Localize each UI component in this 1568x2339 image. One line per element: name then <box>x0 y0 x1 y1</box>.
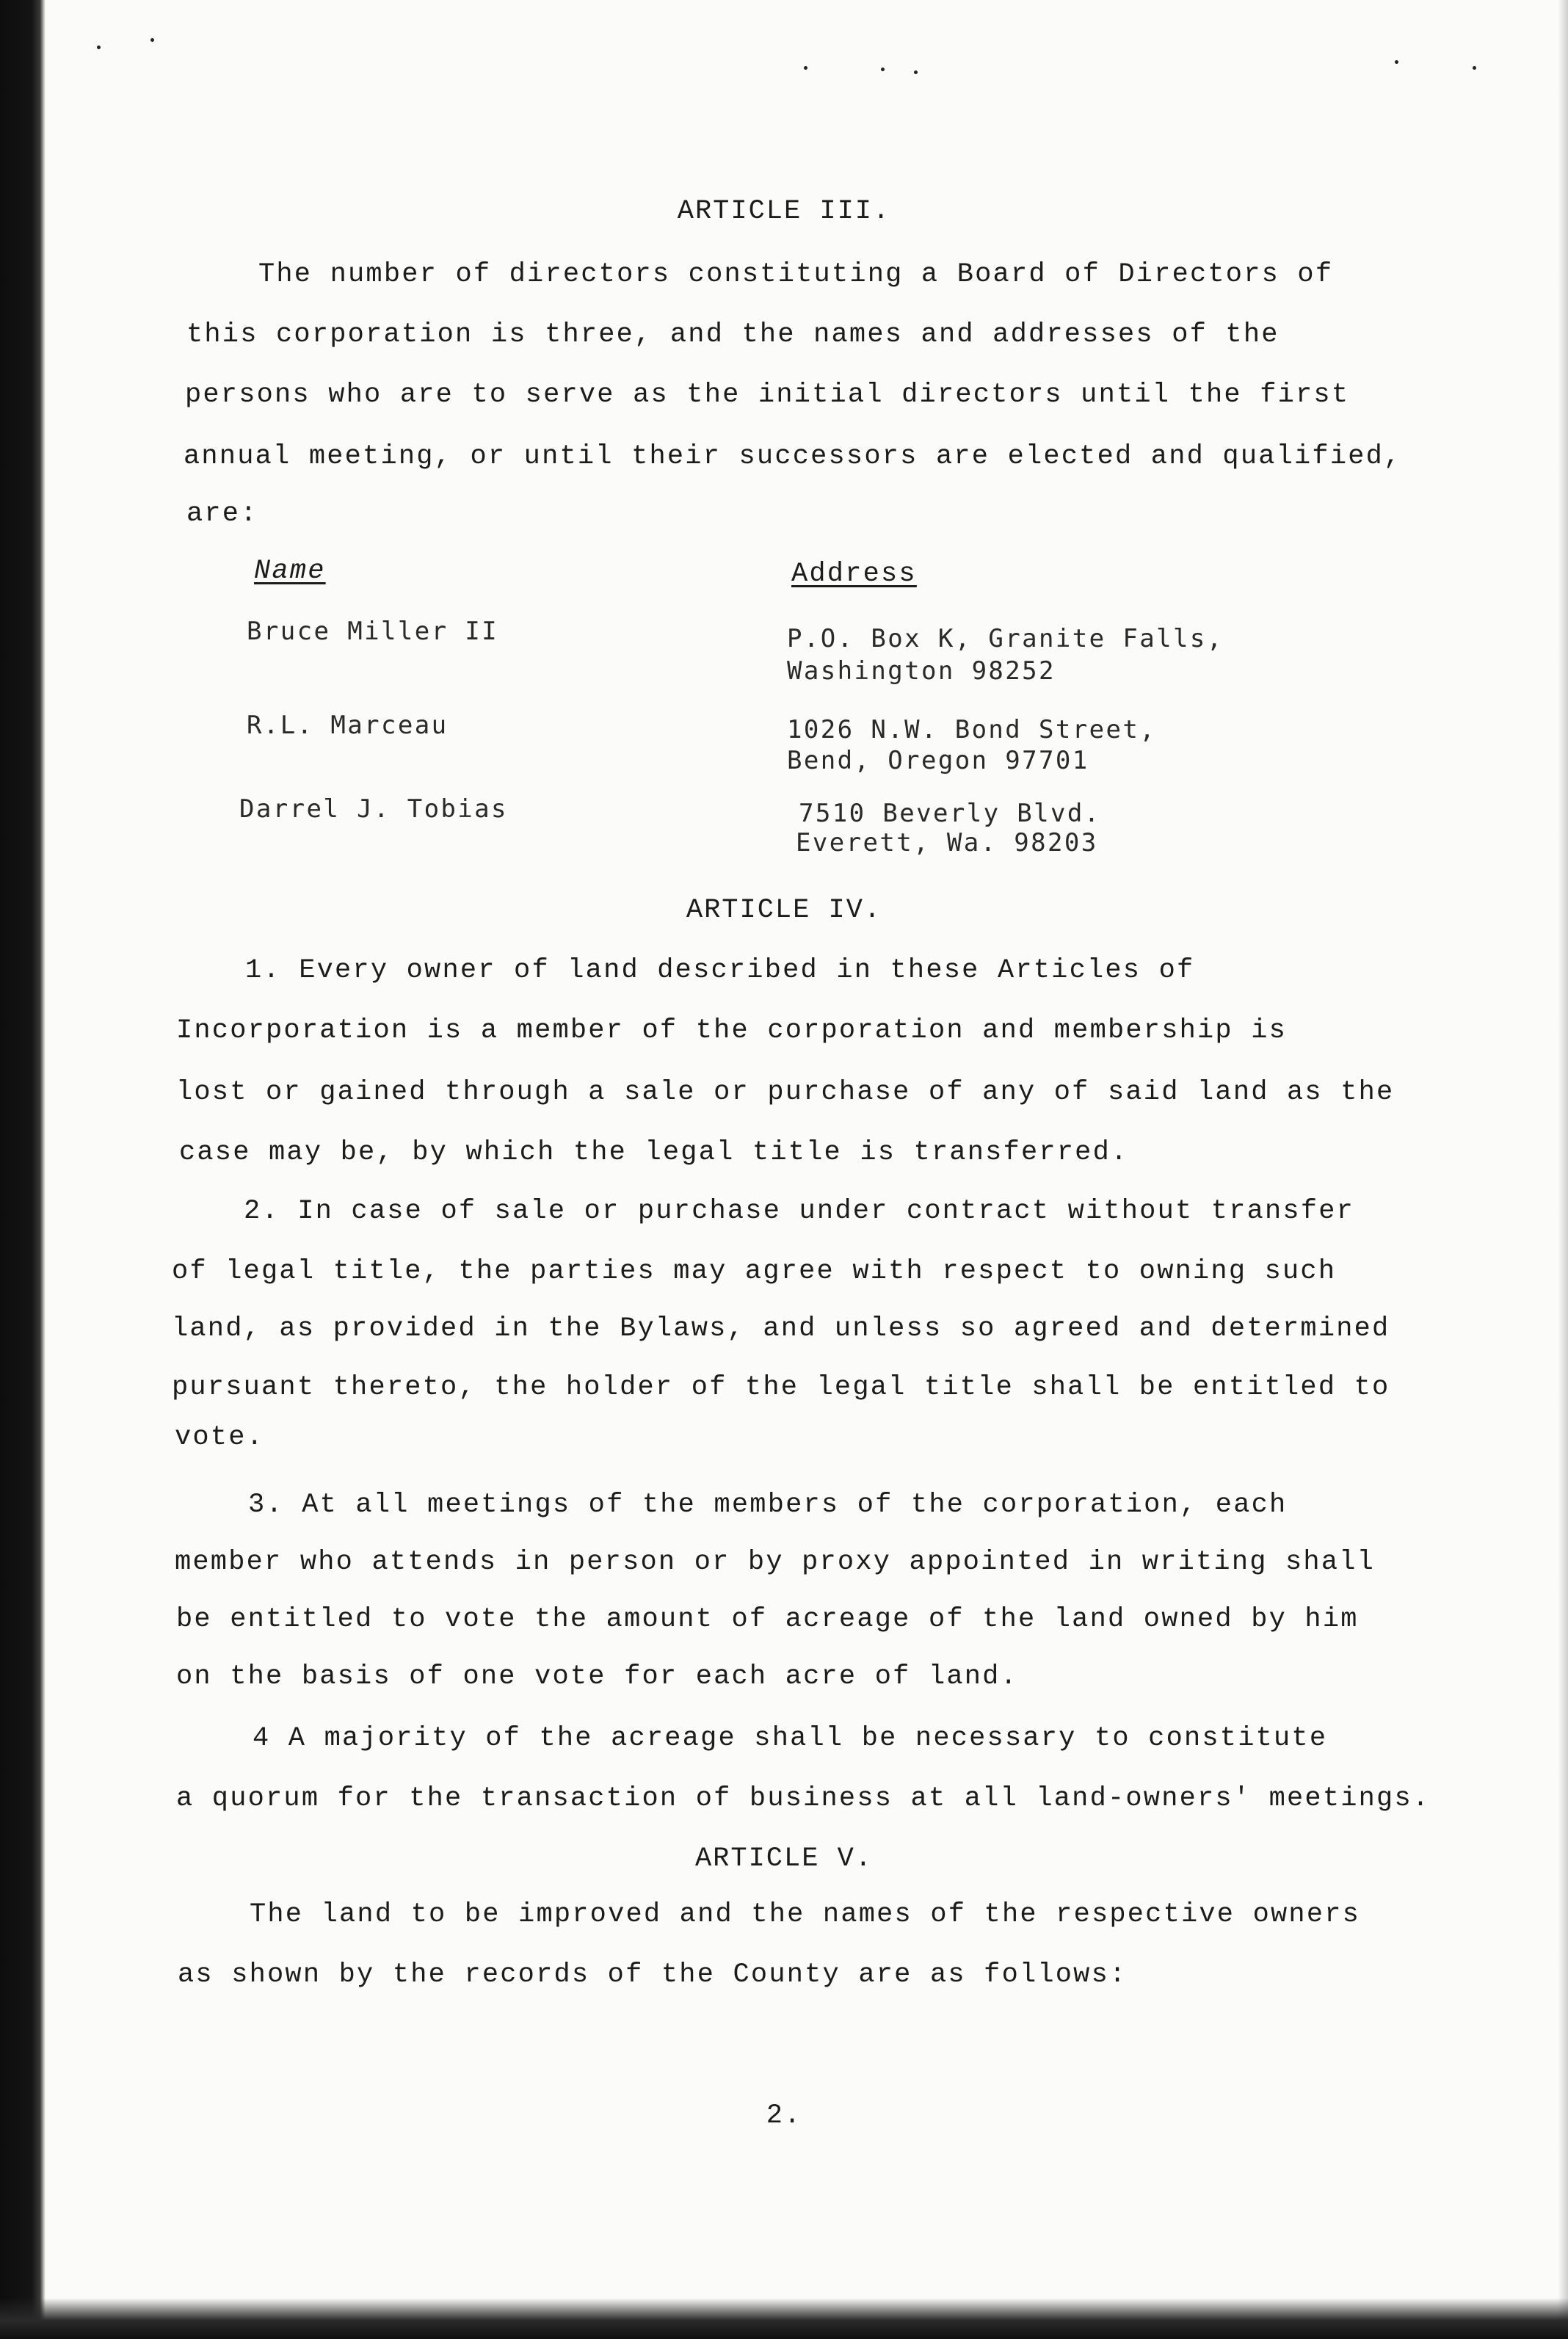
article-5-line-1: The land to be improved and the names of the respective owners <box>250 1899 1361 1930</box>
scan-speck <box>97 46 101 49</box>
director-2-name: R.L. Marceau <box>247 711 449 740</box>
directors-name-column-header: Name <box>254 556 326 587</box>
article-4-line-10: 3. At all meetings of the members of the corporation, each <box>248 1490 1288 1520</box>
article-3-heading: ARTICLE III. <box>677 196 891 227</box>
director-1-address-line-2: Washington 98252 <box>787 656 1056 686</box>
article-5-heading: ARTICLE V. <box>694 1843 874 1874</box>
article-4-line-12: be entitled to vote the amount of acreage of the land owned by him <box>176 1604 1359 1635</box>
scan-right-edge <box>1558 0 1568 2339</box>
director-1-name: Bruce Miller II <box>247 617 499 646</box>
article-3-line-3: persons who are to serve as the initial directors until the first <box>185 380 1350 410</box>
article-4-line-11: member who attends in person or by proxy appointed in writing shall <box>175 1547 1376 1578</box>
scan-speck <box>150 38 154 42</box>
article-3-line-4: annual meeting, or until their successors are elected and qualified, <box>184 441 1402 472</box>
director-2-address-line-2: Bend, Oregon 97701 <box>787 746 1089 775</box>
scan-bottom-edge <box>0 2298 1568 2339</box>
director-1-address-line-1: P.O. Box K, Granite Falls, <box>787 624 1224 653</box>
scan-speck <box>1473 66 1476 70</box>
scan-left-edge <box>0 0 46 2339</box>
article-4-line-14: 4 A majority of the acreage shall be necessary to constitute <box>253 1723 1328 1754</box>
article-3-line-1: The number of directors constituting a Board of Directors of <box>258 259 1334 290</box>
scan-speck <box>881 68 885 71</box>
directors-address-column-header: Address <box>791 559 917 590</box>
article-4-line-9: vote. <box>175 1422 265 1453</box>
scan-speck <box>914 70 918 74</box>
article-4-line-8: pursuant thereto, the holder of the legal title shall be entitled to <box>172 1372 1390 1403</box>
article-4-line-5: 2. In case of sale or purchase under contract without transfer <box>244 1196 1355 1227</box>
article-4-line-1: 1. Every owner of land described in these Articles of <box>245 955 1195 986</box>
article-5-line-2: as shown by the records of the County are as follows: <box>178 1959 1128 1990</box>
scan-speck <box>804 66 807 70</box>
director-3-address-line-2: Everett, Wa. 98203 <box>796 828 1098 857</box>
article-3-line-2: this corporation is three, and the names and addresses of the <box>186 319 1280 350</box>
article-4-line-2: Incorporation is a member of the corporation and membership is <box>176 1015 1288 1046</box>
director-3-address-line-1: 7510 Beverly Blvd. <box>799 799 1101 828</box>
article-4-line-13: on the basis of one vote for each acre of land. <box>176 1661 1018 1692</box>
scan-speck <box>1395 60 1398 64</box>
article-4-line-4: case may be, by which the legal title is transferred. <box>179 1137 1129 1168</box>
director-3-name: Darrel J. Tobias <box>239 794 508 824</box>
article-3-line-5: are: <box>186 498 258 529</box>
article-4-line-7: land, as provided in the Bylaws, and unless so agreed and determined <box>172 1313 1390 1344</box>
article-4-line-3: lost or gained through a sale or purchase of any of said land as the <box>176 1077 1395 1108</box>
article-4-heading: ARTICLE IV. <box>686 895 882 926</box>
director-2-address-line-1: 1026 N.W. Bond Street, <box>787 715 1157 744</box>
article-4-line-15: a quorum for the transaction of business at all land-owners' meetings. <box>176 1783 1431 1814</box>
article-4-line-6: of legal title, the parties may agree with respect to owning such <box>172 1256 1337 1287</box>
page-number: 2. <box>766 2100 802 2131</box>
